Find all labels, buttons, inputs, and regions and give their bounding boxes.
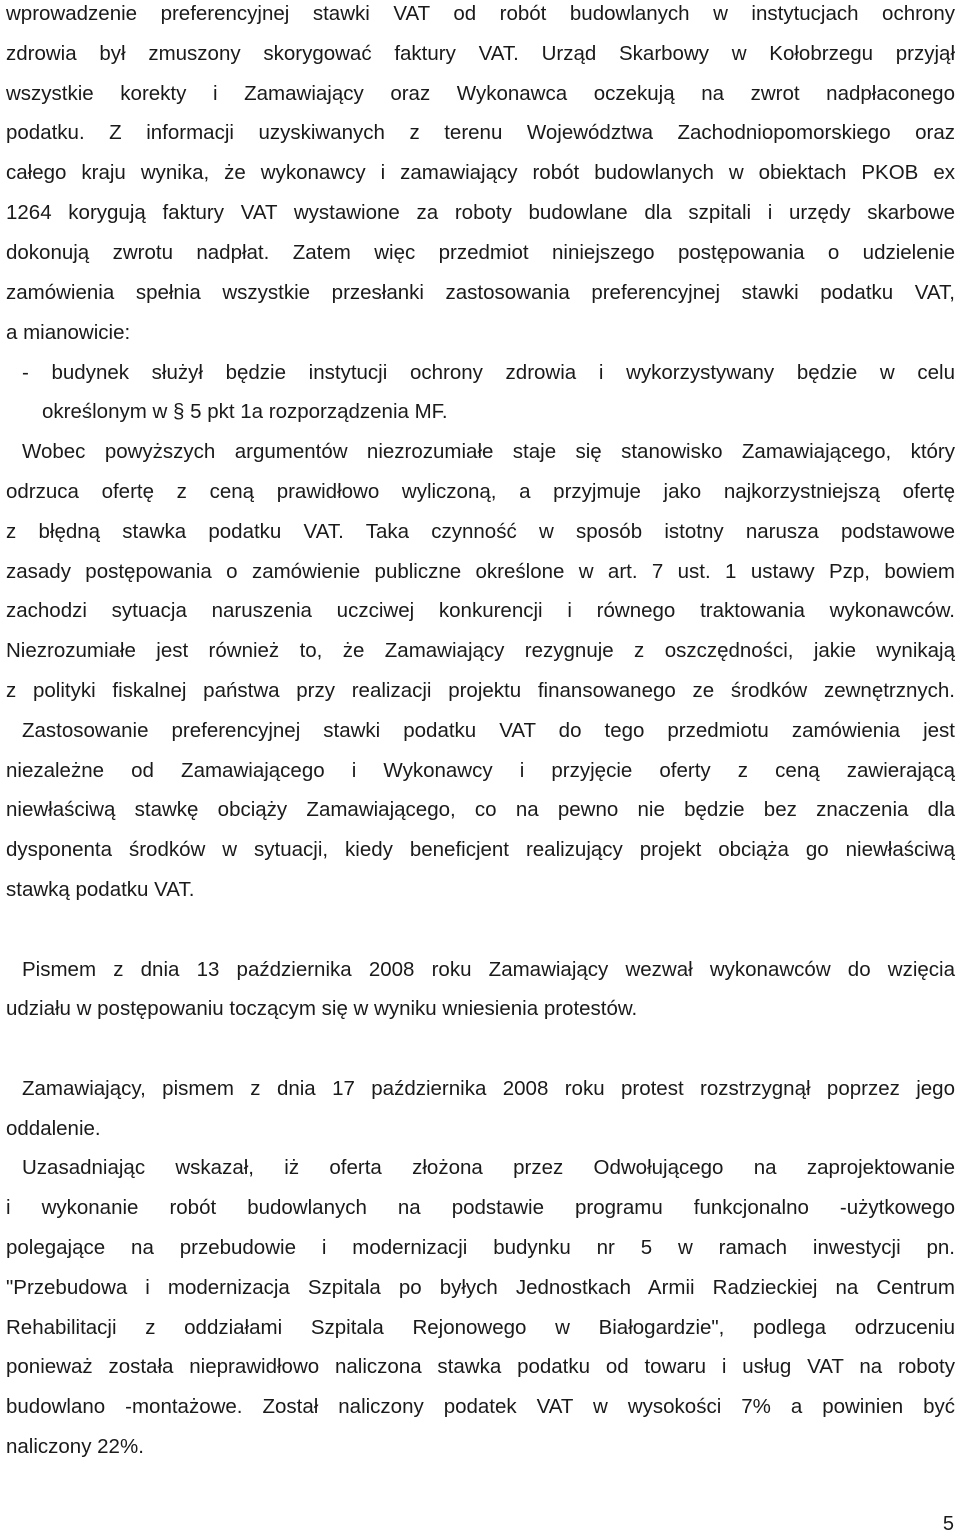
text-line: budowlano -montażowe. Został naliczony podatek VAT w wysokości 7% a powinien być xyxy=(6,1395,955,1418)
text-line: 1264 korygują faktury VAT wystawione za roboty budowlane dla szpitali i urzędy skarbowe xyxy=(6,201,955,224)
page-number: 5 xyxy=(942,1513,954,1535)
text-line: zamówienia spełnia wszystkie przesłanki zastosowania preferencyjnej stawki podatku VAT, xyxy=(6,281,955,304)
text-line: naliczony 22%. xyxy=(6,1435,144,1458)
text-line: oddalenie. xyxy=(6,1117,101,1140)
paragraph-first-line: Uzasadniając wskazał, iż oferta złożona przez Odwołującego na zaprojektowanie xyxy=(22,1156,955,1179)
text-line: zasady postępowania o zamówienie publiczne określone w art. 7 ust. 1 ustawy Pzp, bowiem xyxy=(6,560,955,583)
text-line: Niezrozumiałe jest również to, że Zamawiający rezygnuje z oszczędności, jakie wynikają xyxy=(6,639,955,662)
text-line: zachodzi sytuacja naruszenia uczciwej konkurencji i równego traktowania wykonawców. xyxy=(6,599,955,622)
text-line: podatku. Z informacji uzyskiwanych z terenu Województwa Zachodniopomorskiego oraz xyxy=(6,121,955,144)
text-line: "Przebudowa i modernizacja Szpitala po byłych Jednostkach Armii Radzieckiej na Centrum xyxy=(6,1276,955,1299)
text-line: całego kraju wynika, że wykonawcy i zamawiający robót budowlanych w obiektach PKOB ex xyxy=(6,161,955,184)
text-line: Rehabilitacji z oddziałami Szpitala Rejonowego w Białogardzie", podlega odrzuceniu xyxy=(6,1316,955,1339)
text-line: niezależne od Zamawiającego i Wykonawcy i przyjęcie oferty z ceną zawierającą xyxy=(6,759,955,782)
text-line: wszystkie korekty i Zamawiający oraz Wykonawca oczekują na zwrot nadpłaconego xyxy=(6,82,955,105)
text-line: z polityki fiskalnej państwa przy realizacji projektu finansowanego ze środków zewnętrznych. xyxy=(6,679,955,702)
text-line: polegające na przebudowie i modernizacji budynku nr 5 w ramach inwestycji pn. xyxy=(6,1236,955,1259)
text-line: a mianowicie: xyxy=(6,321,131,344)
text-line: zdrowia był zmuszony skorygować faktury VAT. Urząd Skarbowy w Kołobrzegu przyjął xyxy=(6,42,955,65)
paragraph-first-line: Zamawiający, pismem z dnia 17 października 2008 roku protest rozstrzygnął poprzez jego xyxy=(22,1077,955,1100)
text-line: wprowadzenie preferencyjnej stawki VAT od robót budowlanych w instytucjach ochrony xyxy=(6,2,955,25)
text-line: z błędną stawka podatku VAT. Taka czynność w sposób istotny narusza podstawowe xyxy=(6,520,955,543)
paragraph-first-line: Pismem z dnia 13 października 2008 roku Zamawiający wezwał wykonawców do wzięcia xyxy=(22,958,955,981)
list-item-continuation: określonym w § 5 pkt 1a rozporządzenia MF. xyxy=(42,400,448,423)
text-line: dysponenta środków w sytuacji, kiedy beneficjent realizujący projekt obciąża go niewłaściwą xyxy=(6,838,955,861)
text-line: niewłaściwą stawkę obciąży Zamawiającego, co na pewno nie będzie bez znaczenia dla xyxy=(6,798,955,821)
text-line: ponieważ została nieprawidłowo naliczona stawka podatku od towaru i usług VAT na roboty xyxy=(6,1355,955,1378)
list-item: - budynek służył będzie instytucji ochrony zdrowia i wykorzystywany będzie w celu xyxy=(22,361,955,384)
paragraph-first-line: Zastosowanie preferencyjnej stawki podatku VAT do tego przedmiotu zamówienia jest xyxy=(22,719,955,742)
text-line: i wykonanie robót budowlanych na podstawie programu funkcjonalno -użytkowego xyxy=(6,1196,955,1219)
text-line: stawką podatku VAT. xyxy=(6,878,195,901)
paragraph-first-line: Wobec powyższych argumentów niezrozumiałe staje się stanowisko Zamawiającego, który xyxy=(22,440,955,463)
text-line: udziału w postępowaniu toczącym się w wyniku wniesienia protestów. xyxy=(6,997,638,1020)
text-line: odrzuca ofertę z ceną prawidłowo wyliczoną, a przyjmuje jako najkorzystniejszą ofertę xyxy=(6,480,955,503)
text-line: dokonują zwrotu nadpłat. Zatem więc przedmiot niniejszego postępowania o udzielenie xyxy=(6,241,955,264)
